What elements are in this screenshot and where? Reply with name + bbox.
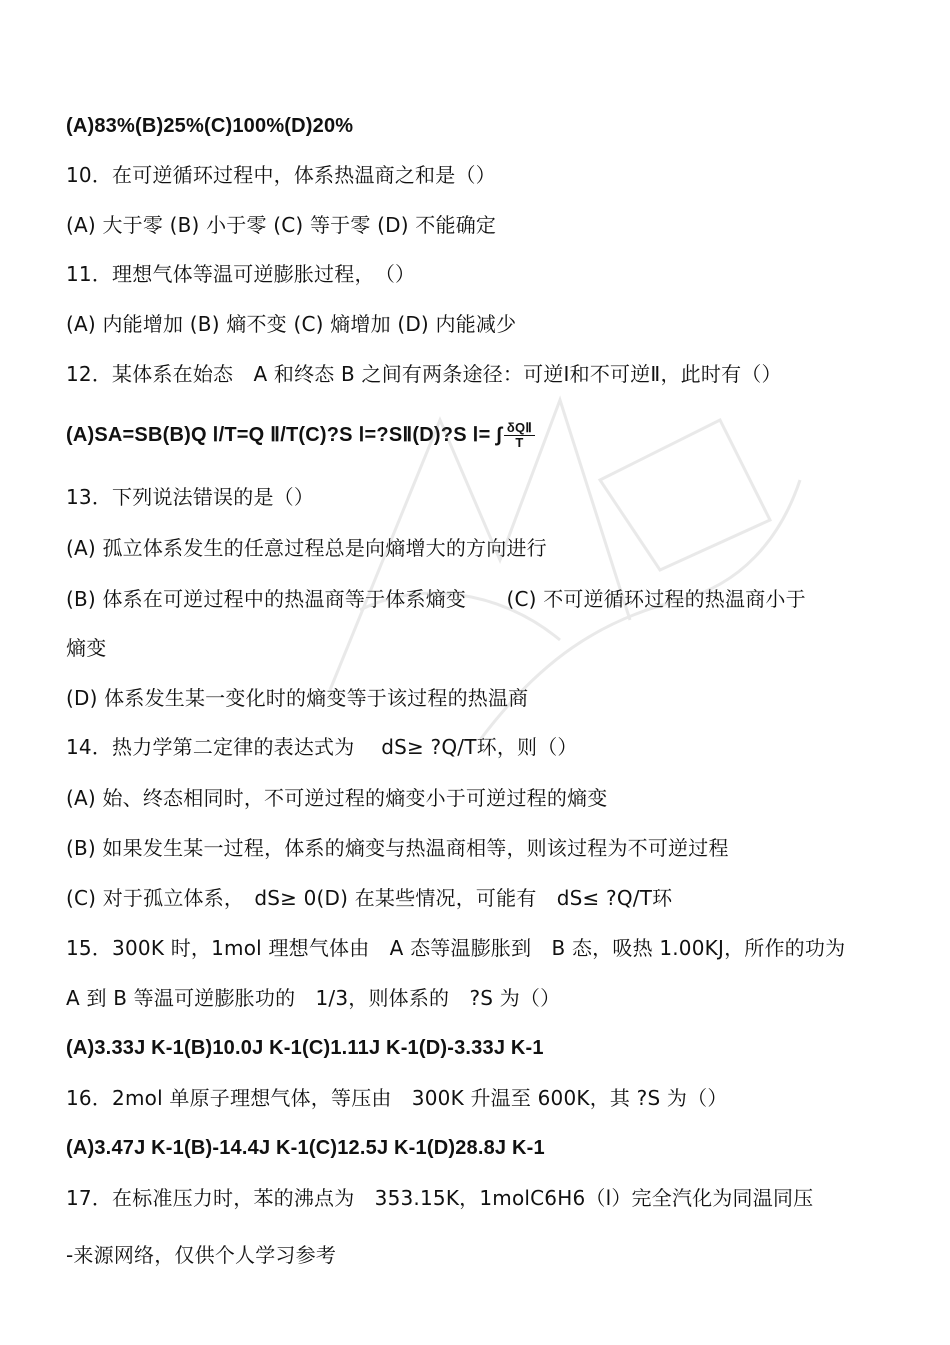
question-13: 13．下列说法错误的是（） — [66, 485, 315, 509]
integral-fraction — [504, 421, 535, 450]
question-17: 17．在标准压力时，苯的沸点为 353.15K，1molC6H6（l）完全汽化为同温同压 — [66, 1186, 814, 1210]
question-13-option-a: (A) 孤立体系发生的任意过程总是向熵增大的方向进行 — [66, 536, 547, 560]
question-10-options: (A) 大于零 (B) 小于零 (C) 等于零 (D) 不能确定 — [66, 213, 497, 237]
question-15-cont: A 到 B 等温可逆膨胀功的 1/3，则体系的 ?S 为（） — [66, 986, 561, 1010]
question-13-option-d: (D) 体系发生某一变化时的熵变等于该过程的热温商 — [66, 686, 529, 710]
fraction-denominator: T — [515, 435, 524, 451]
q9-options: (A)83%(B)25%(C)100%(D)20% — [66, 115, 354, 137]
footer-note: -来源网络，仅供个人学习参考 — [66, 1243, 337, 1267]
question-16-options: (A)3.47J K-1(B)-14.4J K-1(C)12.5J K-1(D)28.8J K-1 — [66, 1137, 545, 1159]
question-12: 12．某体系在始态 A 和终态 B 之间有两条途径：可逆Ⅰ和不可逆Ⅱ，此时有（） — [66, 362, 782, 386]
question-14-option-a: (A) 始、终态相同时，不可逆过程的熵变小于可逆过程的熵变 — [66, 786, 608, 810]
question-11-options: (A) 内能增加 (B) 熵不变 (C) 熵增加 (D) 内能减少 — [66, 312, 517, 336]
question-10: 10．在可逆循环过程中，体系热温商之和是（） — [66, 163, 496, 187]
fraction-numerator: δQⅡ — [504, 421, 535, 436]
question-12-options — [66, 421, 537, 450]
question-11: 11．理想气体等温可逆膨胀过程， （） — [66, 262, 416, 286]
question-13-option-b: (B) 体系在可逆过程中的热温商等于体系熵变 (C) 不可逆循环过程的热温商小于 — [66, 587, 806, 611]
question-14: 14．热力学第二定律的表达式为 dS≥ ?Q/T环，则（） — [66, 735, 578, 759]
question-14-option-b: (B) 如果发生某一过程，体系的熵变与热温商相等，则该过程为不可逆过程 — [66, 836, 729, 860]
question-15-options: (A)3.33J K-1(B)10.0J K-1(C)1.11J K-1(D)-3.33J K-1 — [66, 1037, 544, 1059]
question-13-option-b-cont: 熵变 — [66, 636, 107, 660]
question-15: 15．300K 时，1mol 理想气体由 A 态等温膨胀到 B 态，吸热 1.00KJ，所作的功为 — [66, 936, 846, 960]
question-14-option-c: (C) 对于孤立体系， dS≥ 0(D) 在某些情况，可能有 dS≤ ?Q/T环 — [66, 886, 673, 910]
question-16: 16．2mol 单原子理想气体，等压由 300K 升温至 600K，其 ?S 为（） — [66, 1086, 728, 1110]
question-12-options-text: (A)SA=SB(B)Q Ⅰ/T=Q Ⅱ/T(C)?S Ⅰ=?SⅡ(D)?S Ⅰ= ∫ — [66, 424, 502, 446]
